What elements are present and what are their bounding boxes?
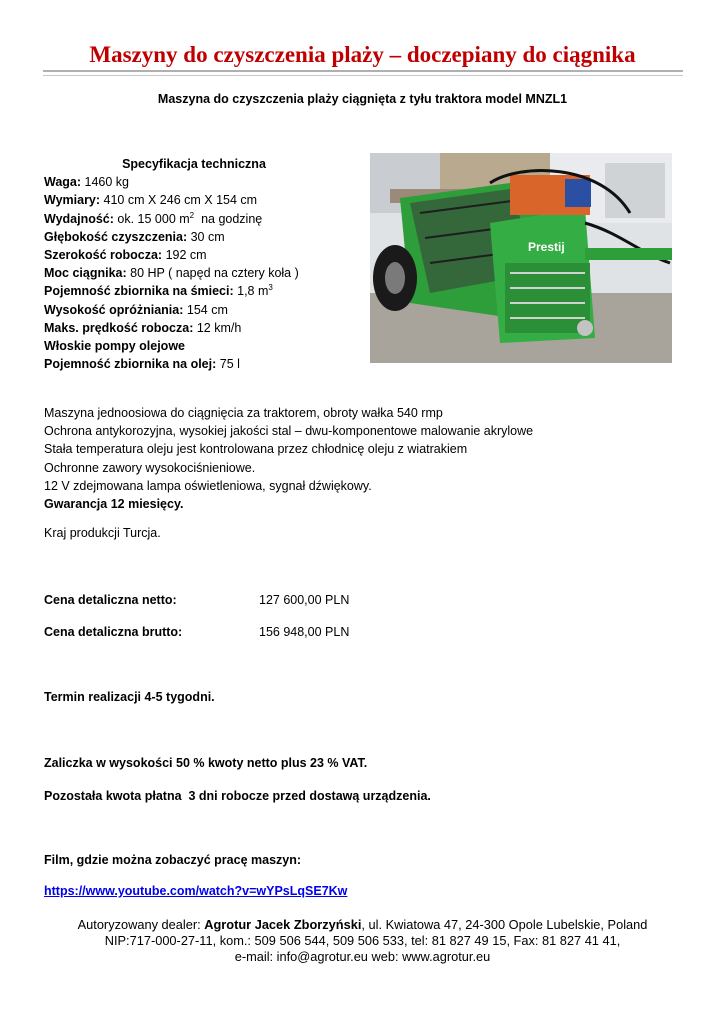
description-line: Stała temperatura oleju jest kontrolowana przez chłodnicę oleju z wiatrakiem	[44, 442, 468, 457]
spec-row: Maks. prędkość robocza: 12 km/h	[44, 320, 242, 335]
film-label: Film, gdzie można zobaczyć pracę maszyn:	[44, 853, 302, 867]
description-line: Ochronne zawory wysokociśnieniowe.	[44, 460, 256, 475]
machine-brand-label: Prestij	[528, 240, 565, 254]
spec-row: Wymiary: 410 cm X 246 cm X 154 cm	[44, 193, 258, 208]
footer-line-1: Autoryzowany dealer: Agrotur Jacek Zborzyński, ul. Kwiatowa 47, 24-300 Opole Lubelskie, Poland	[77, 917, 648, 932]
spec-row: Szerokość robocza: 192 cm	[44, 248, 207, 263]
spec-row: Wysokość opróżniania: 154 cm	[44, 302, 228, 317]
deposit-terms: Zaliczka w wysokości 50 % kwoty netto plus 23 % VAT.	[44, 756, 368, 770]
description-line: 12 V zdejmowana lampa oświetleniowa, sygnał dźwiękowy.	[44, 478, 372, 493]
lead-time: Termin realizacji 4-5 tygodni.	[44, 690, 215, 704]
net-price-value: 127 600,00 PLN	[259, 593, 350, 607]
dealer-footer	[0, 917, 725, 965]
youtube-link[interactable]: https://www.youtube.com/watch?v=wYPsLqSE7Kw	[44, 884, 348, 898]
title-divider	[43, 70, 683, 72]
gross-price-value: 156 948,00 PLN	[259, 625, 350, 639]
machine-photo	[370, 153, 672, 363]
origin-country: Kraj produkcji Turcja.	[44, 526, 161, 540]
spec-row: Włoskie pompy olejowe	[44, 339, 185, 354]
spec-heading: Specyfikacja techniczna	[122, 157, 266, 171]
spec-row: Pojemność zbiornika na olej: 75 l	[44, 357, 240, 372]
gross-price-label: Cena detaliczna brutto:	[44, 625, 183, 639]
description-block	[44, 404, 684, 513]
description-line: Ochrona antykorozyjna, wysokiej jakości stal – dwu-komponentowe malowanie akrylowe	[44, 424, 534, 439]
spec-row: Pojemność zbiornika na śmieci: 1,8 $m^3$	[44, 283, 273, 299]
warranty: Gwarancja 12 miesięcy.	[44, 497, 184, 512]
footer-line-2: NIP:717-000-27-11, kom.: 509 506 544, 509 506 533, tel: 81 827 49 15, Fax: 81 827 41 41,	[104, 933, 621, 948]
footer-line-3: e-mail: info@agrotur.eu web: www.agrotur.eu	[234, 949, 491, 964]
spec-row: Waga: 1460 kg	[44, 175, 130, 190]
page-title: Maszyny do czyszczenia plaży – doczepiany do ciągnika	[89, 42, 636, 67]
description-line: Maszyna jednoosiowa do ciągnięcia za traktorem, obroty wałka 540 rmp	[44, 406, 443, 420]
title-divider-thin	[43, 75, 683, 76]
model-subtitle: Maszyna do czyszczenia plaży ciągnięta z tyłu traktora model MNZL1	[157, 92, 568, 106]
net-price-label: Cena detaliczna netto:	[44, 593, 177, 607]
spec-block	[44, 155, 364, 373]
balance-terms: Pozostała kwota płatna 3 dni robocze przed dostawą urządzenia.	[44, 789, 431, 803]
spec-row: Wydajność: ok. 15 000 $m^2$ na godzinę	[44, 210, 263, 226]
spec-row: Głębokość czyszczenia: 30 cm	[44, 229, 225, 244]
spec-row: Moc ciągnika: 80 HP ( napęd na cztery koła )	[44, 266, 299, 281]
